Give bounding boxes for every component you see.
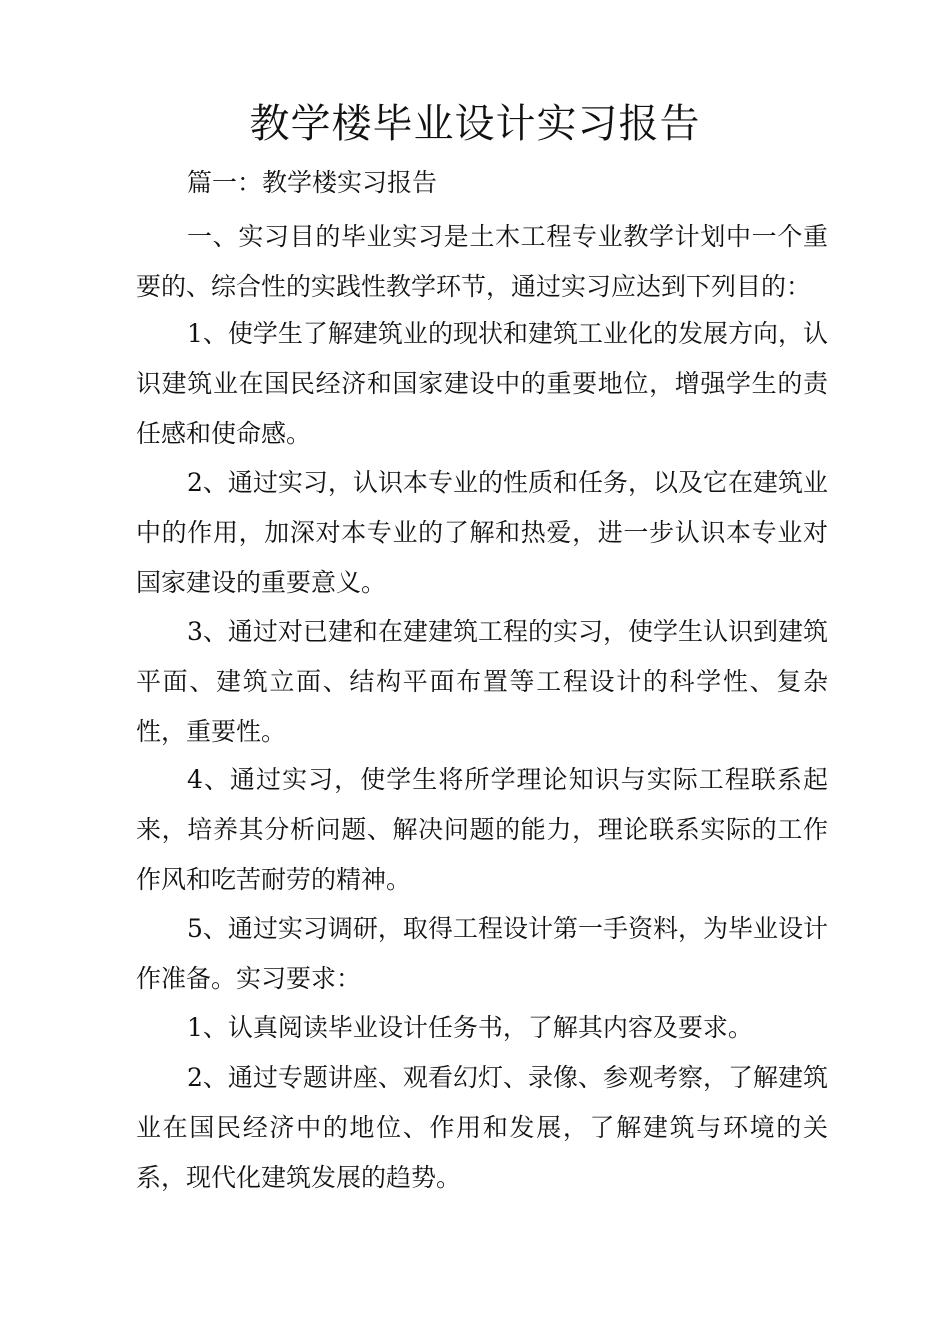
paragraph-purpose: 一、实习目的毕业实习是土木工程专业教学计划中一个重要的、综合性的实践性教学环节，通过实习应达到下列目的： <box>136 222 828 301</box>
paragraph-item-2: 2、通过实习，认识本专业的性质和任务，以及它在建筑业中的作用，加深对本专业的了解和热爱，进一步认识本专业对国家建设的重要意义。 <box>136 468 828 597</box>
paragraph-item-3: 3、通过对已建和在建建筑工程的实习，使学生认识到建筑平面、建筑立面、结构平面布置等工程设计的科学性、复杂性，重要性。 <box>136 617 828 746</box>
paragraph-item-5: 5、通过实习调研，取得工程设计第一手资料，为毕业设计作准备。实习要求： <box>136 914 828 993</box>
paragraph-requirement-1: 1、认真阅读毕业设计任务书，了解其内容及要求。 <box>187 1013 753 1042</box>
section-heading: 篇一：教学楼实习报告 <box>187 168 438 197</box>
paragraph-item-4: 4、通过实习，使学生将所学理论知识与实际工程联系起来，培养其分析问题、解决问题的能力，理论联系实际的工作作风和吃苦耐劳的精神。 <box>136 765 828 894</box>
paragraph-requirement-2: 2、通过专题讲座、观看幻灯、录像、参观考察，了解建筑业在国民经济中的地位、作用和发展，了解建筑与环境的关系，现代化建筑发展的趋势。 <box>136 1063 828 1192</box>
document-title: 教学楼毕业设计实习报告 <box>249 101 701 147</box>
paragraph-item-1: 1、使学生了解建筑业的现状和建筑工业化的发展方向，认识建筑业在国民经济和国家建设中的重要地位，增强学生的责任感和使命感。 <box>136 319 828 448</box>
